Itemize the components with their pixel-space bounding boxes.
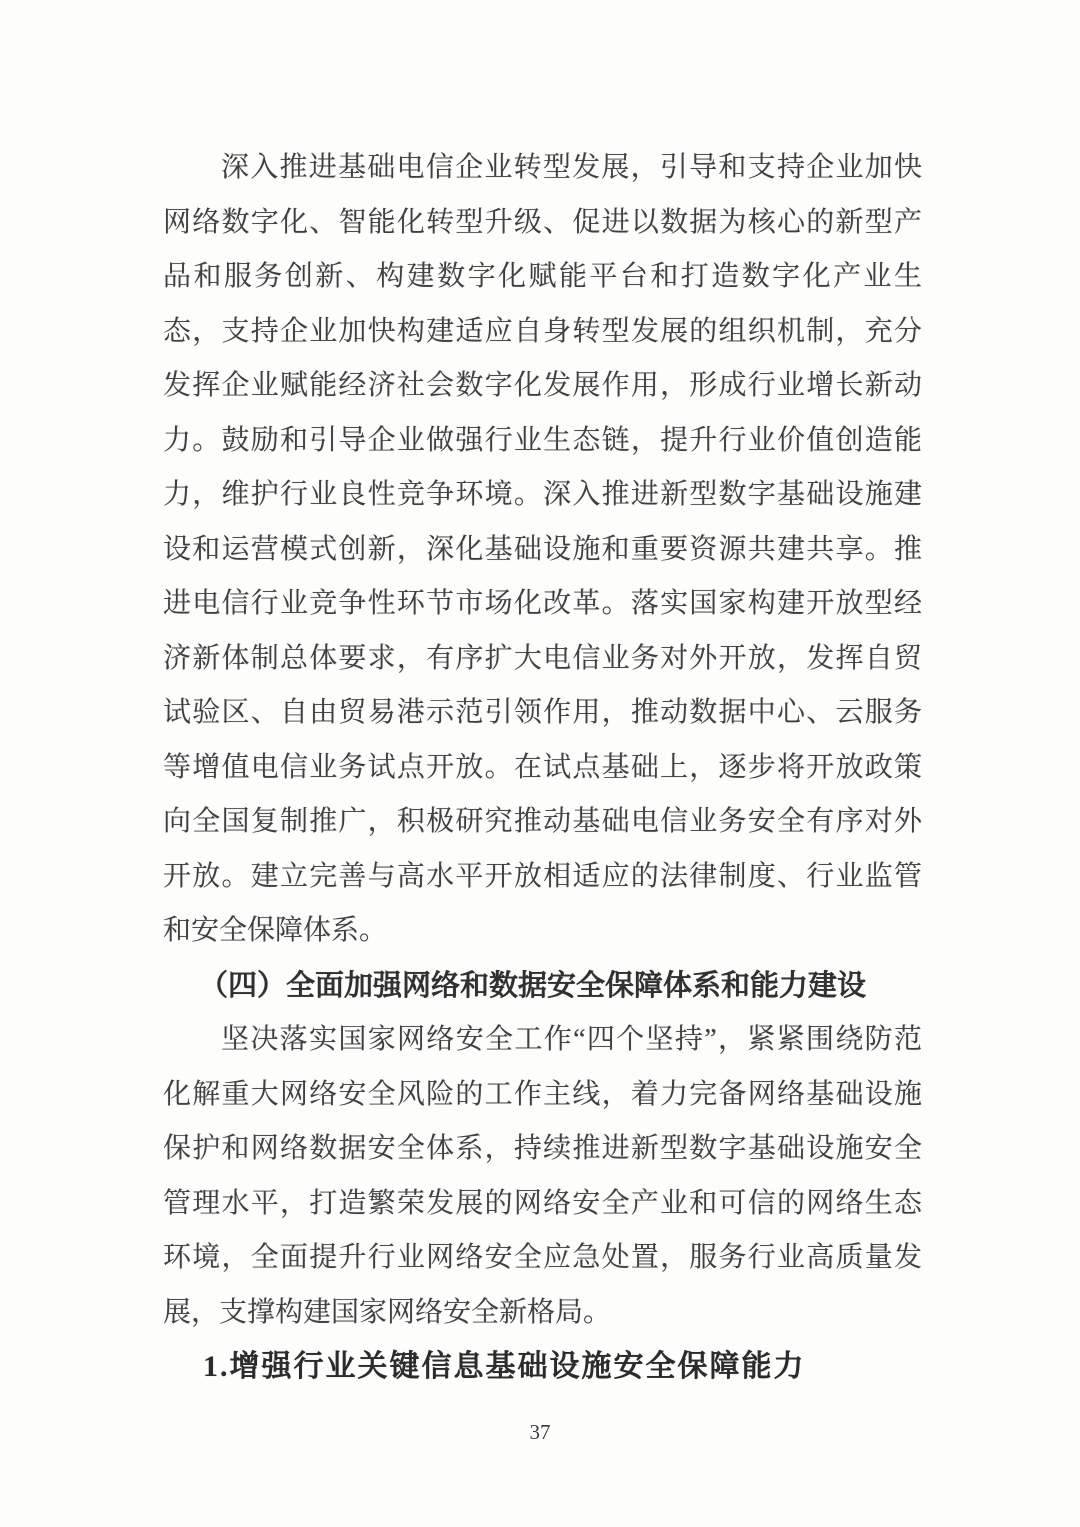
body-line: 化解重大网络安全风险的工作主线，着力完备网络基础设施 [163,1078,922,1110]
body-line: 济新体制总体要求，有序扩大电信业务对外开放，发挥自贸 [163,642,922,674]
body-line: 管理水平，打造繁荣发展的网络安全产业和可信的网络生态 [163,1187,922,1219]
body-line: 深入推进基础电信企业转型发展，引导和支持企业加快 [221,152,922,183]
body-line: 力。鼓励和引导企业做强行业生态链，提升行业价值创造能 [163,424,922,456]
body-line: 态，支持企业加快构建适应自身转型发展的组织机制，充分 [163,315,922,347]
body-line: 等增值电信业务试点开放。在试点基础上，逐步将开放政策 [163,751,922,783]
body-line: 向全国复制推广，积极研究推动基础电信业务安全有序对外 [163,806,922,837]
body-line: 和安全保障体系。 [163,915,388,946]
body-line: 进电信行业竞争性环节市场化改革。落实国家构建开放型经 [163,588,922,619]
body-line: 网络数字化、智能化转型升级、促进以数据为核心的新型产 [163,206,922,238]
body-line: 力，维护行业良性竞争环境。深入推进新型数字基础设施建 [163,479,922,510]
page-number: 37 [529,1420,551,1444]
document-body [163,141,922,1395]
body-line: 品和服务创新、构建数字化赋能平台和打造数字化产业生 [163,261,922,292]
body-line: 开放。建立完善与高水平开放相适应的法律制度、行业监管 [163,860,922,892]
body-line: 展，支撑构建国家网络安全新格局。 [163,1296,612,1328]
subsection-heading: 1.增强行业关键信息基础设施安全保障能力 [203,1350,806,1383]
body-line: 试验区、自由贸易港示范引领作用，推动数据中心、云服务 [163,697,922,728]
body-line: 保护和网络数据安全体系，持续推进新型数字基础设施安全 [163,1133,922,1164]
body-line: 发挥企业赋能经济社会数字化发展作用，形成行业增长新动 [163,370,922,401]
body-line: 环境，全面提升行业网络安全应急处置，服务行业高质量发 [163,1242,922,1273]
section-heading: （四）全面加强网络和数据安全保障体系和能力建设 [199,969,867,1002]
body-line: 设和运营模式创新，深化基础设施和重要资源共建共享。推 [163,533,922,565]
body-line: 坚决落实国家网络安全工作“四个坚持”，紧紧围绕防范 [221,1024,922,1055]
